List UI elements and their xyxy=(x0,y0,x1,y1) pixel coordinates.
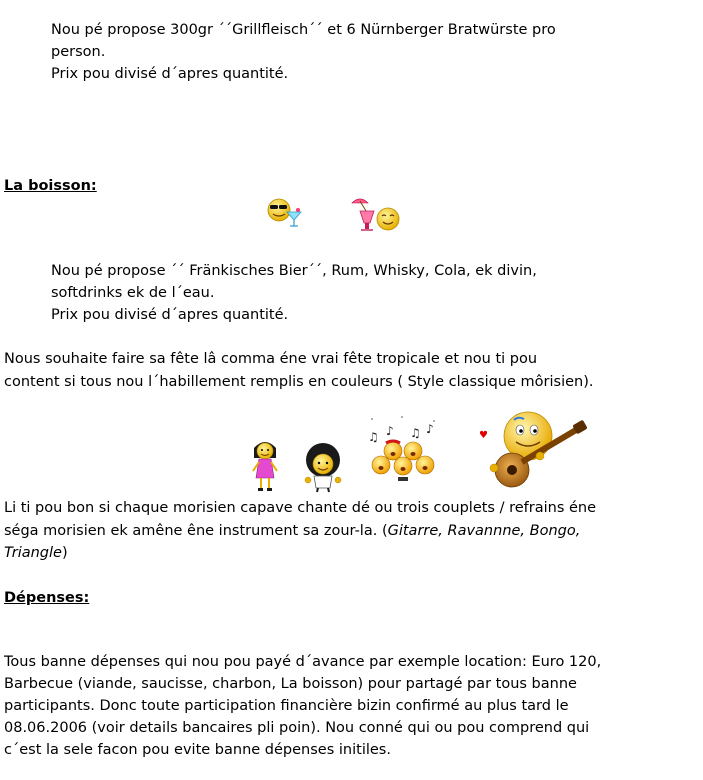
food-line-3: Prix pou divisé d´apres quantité. xyxy=(51,66,289,82)
instrument-triangle: Triangle xyxy=(4,545,62,561)
food-line-1: Nou pé propose 300gr ´´Grillfleisch´´ et 6 Nürnberger Bratwürste pro xyxy=(51,22,556,38)
cocktail-smiley-icon xyxy=(265,195,305,229)
music-line-2-text: séga morisien ek amêne êne instrument sa zour-la. ( xyxy=(4,523,388,539)
afro-smiley-icon xyxy=(300,442,346,494)
expenses-line-4: 08.06.2006 (voir details bancaires pli poin). Nou conné qui ou pou comprend qui xyxy=(4,720,590,736)
singing-group-icon xyxy=(366,413,440,487)
instruments-list: Gitarre, Ravannne, Bongo, xyxy=(387,523,581,539)
party-line-1: Nous souhaite faire sa fête lâ comma éne vrai fête tropicale et nou ti pou xyxy=(4,351,538,367)
guitar-smiley-icon xyxy=(478,410,592,492)
expenses-line-2: Barbecue (viande, saucisse, charbon, La boisson) pour partagé par tous banne xyxy=(4,676,577,692)
expenses-line-1: Tous banne dépenses qui nou pou payé d´avance par exemple location: Euro 120, xyxy=(4,654,602,670)
svg-text:♪: ♪ xyxy=(386,424,394,438)
drinks-line-1: Nou pé propose ´´ Fränkisches Bier´´, Rum, Whisky, Cola, ek divin, xyxy=(51,263,537,279)
girl-smiley-icon xyxy=(250,438,280,493)
svg-text:♪: ♪ xyxy=(426,422,434,436)
music-line-2 xyxy=(4,520,580,542)
drink-smiley-icon xyxy=(350,195,402,235)
svg-text:♥: ♥ xyxy=(479,430,488,441)
drinks-line-3: Prix pou divisé d´apres quantité. xyxy=(51,307,289,323)
closing-paren: ) xyxy=(61,545,68,561)
party-line-2: content si tous nou l´habillement remplis en couleurs ( Style classique môrisien). xyxy=(4,374,594,390)
music-line-1: Li ti pou bon si chaque morisien capave chante dé ou trois couplets / refrains éne xyxy=(4,500,597,516)
expenses-heading: Dépenses: xyxy=(4,590,90,606)
food-line-2: person. xyxy=(51,44,106,60)
drinks-heading: La boisson: xyxy=(4,178,97,194)
music-line-3 xyxy=(4,542,68,564)
svg-text:♫: ♫ xyxy=(368,430,379,444)
expenses-line-5: c´est la sele facon pou evite banne dépenses initiles. xyxy=(4,742,391,758)
drinks-line-2: softdrinks ek de l´eau. xyxy=(51,285,215,301)
svg-text:♫: ♫ xyxy=(410,426,421,440)
expenses-line-3: participants. Donc toute participation financière bizin confirmé au plus tard le xyxy=(4,698,569,714)
